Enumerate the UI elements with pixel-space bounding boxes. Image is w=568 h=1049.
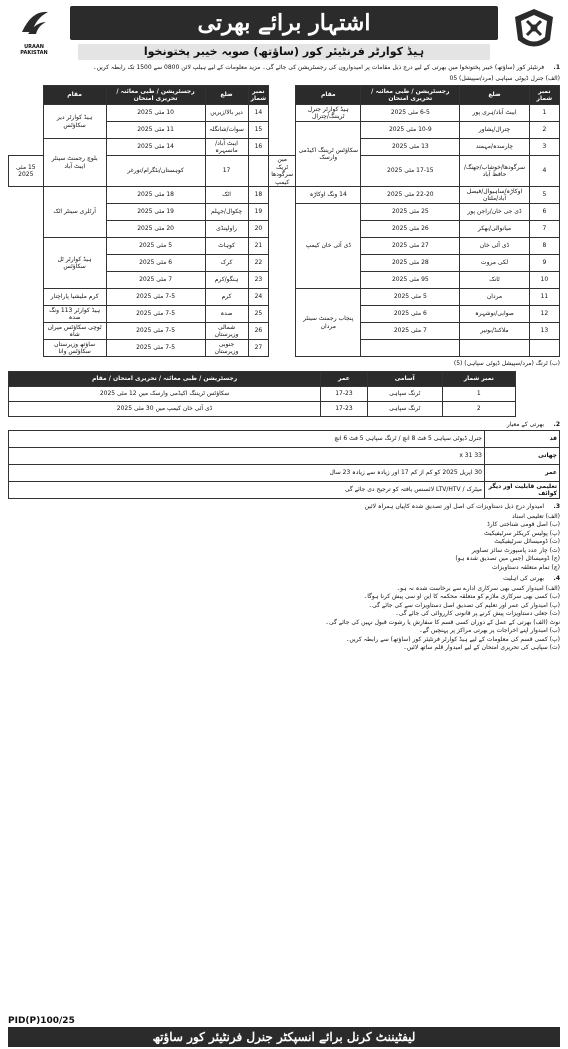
serial-cell: 5 [529,187,559,204]
trang-table [8,371,516,417]
date-cell: 7-5 مئی 2025 [106,306,205,323]
serial-cell: 12 [529,306,559,323]
district-cell: ایبٹ آباد/مانسہرہ [205,139,248,156]
list-item: (ب) کسی بھی سرکاری ملازم کو متعلقہ محکمہ کا این او سی پیش کرنا ہوگا۔ [363,593,560,600]
list-item: نوٹ (الف) بھرتی کے عمل کے دوران کسی قسم کا سفارش یا رشوت قبول نہیں کی جائے گی۔ [325,618,560,626]
table-header-cell: ضلع [205,86,248,105]
district-cell: ڈی جی خان/راجن پور [460,204,529,221]
district-cell: صوابی/نوشہرہ [460,306,529,323]
post-cell: ٹرنگ سپاہی [367,386,442,401]
intro-paragraph [8,64,560,72]
documents-section [8,503,560,511]
serial-cell: 8 [529,238,559,255]
n-cell: 2 [442,401,515,416]
eligibility-heading: بھرتی کی اہلیت [503,575,545,582]
column-gap [269,238,296,255]
serial-cell: 7 [529,221,559,238]
serial-cell: 16 [248,139,269,156]
date-cell: 11 مئی 2025 [106,122,205,139]
date-cell: 20 مئی 2025 [106,221,205,238]
date-cell: 27 مئی 2025 [361,238,460,255]
district-cell: جنوبی وزیرستان [205,340,248,357]
intro-number: 1. [553,64,560,71]
column-gap [269,122,296,139]
list-item: (پ) پولیس کریکٹر سرٹیفیکیٹ [483,529,560,537]
district-cell: اٹک [205,187,248,204]
column-gap [269,221,296,238]
table-row [9,323,560,340]
date-cell: 10 مئی 2025 [106,105,205,122]
uraan-logo-text: URAAN PAKISTAN [20,44,48,56]
district-cell: کوہاٹ [205,238,248,255]
date-cell: 6 مئی 2025 [106,255,205,272]
serial-cell: 10 [529,272,559,289]
column-gap [269,139,296,156]
table-header-cell: رجسٹریشن / طبی معائنہ / تحریری امتحان / مقام [9,371,321,386]
list-item: (ت) جعلی دستاویزات پیش کرنے پر قانونی کارروائی کی جائے گی۔ [395,610,560,617]
list-item: (ت) ڈومیسائل سرٹیفیکیٹ [494,538,560,545]
place-cell: ساؤتھ وزیرستان سکاؤٹس وانا [43,340,106,357]
table-header-cell: عمر [321,371,368,386]
serial-cell: 14 [248,105,269,122]
serial-cell: 3 [529,139,559,156]
criteria-label: عمر [485,465,560,482]
serial-cell: 19 [248,204,269,221]
date-cell: 6-5 مئی 2025 [361,105,460,122]
registration-table [8,85,560,357]
date-cell: 19 مئی 2025 [106,204,205,221]
date-cell: 15 مئی 2025 [9,156,44,187]
documents-heading: امیدوار درج ذیل دستاویزات کی اصل اور تصدیق شدہ کاپیاں ہمراہ لائیں [364,503,545,510]
serial-cell: 13 [529,323,559,340]
serial-cell: 9 [529,255,559,272]
district-cell: ڈی آئی خان [460,238,529,255]
list-item: (الف) امیدوار کسی بھی سرکاری ادارے سے برخاست شدہ نہ ہو۔ [396,584,560,592]
date-cell: 28 مئی 2025 [361,255,460,272]
intro-text: فرنٹیئر کور (ساؤتھ) خیبر پختونخوا میں بھرتی کے لیے درج ذیل مقامات پر امیدواروں کی رجسٹریشن کی جائے گی۔ مزید معلومات کے لیے ہیلپ لائن 0800 سے 1500 تک رابطہ کریں۔ [93,64,545,71]
uraan-pakistan-logo [10,6,58,56]
list-item: (ب) امیدوار اپنے اخراجات پر بھرتی مراکز پر پہنچیں گے۔ [419,627,560,634]
serial-cell: 20 [248,221,269,238]
post-cell: ٹرنگ سپاہی [367,401,442,416]
serial-cell: 1 [529,105,559,122]
district-cell: چکوال/جہلم [205,204,248,221]
date-cell: 17-15 مئی 2025 [361,156,460,187]
table-header-cell: رجسٹریشن / طبی معائنہ / تحریری امتحان [106,86,205,105]
district-cell: صدہ [205,306,248,323]
place-cell: آرٹلری سینٹر اٹک [43,187,106,238]
table-header-cell: آسامی [367,371,442,386]
date-cell: 7-5 مئی 2025 [106,340,205,357]
criteria-label: چھاتی [485,448,560,465]
column-gap [269,187,296,204]
date-cell: 13 مئی 2025 [361,139,460,156]
info-cell: ڈی آئی خان کیمپ میں 30 مئی 2025 [9,401,321,416]
table-header-cell: نمبر شمار [248,86,269,105]
serial-cell: 27 [248,340,269,357]
list-item: (پ) امیدوار کی عمر اور تعلیم کی تصدیق اصل دستاویزات سے کی جائے گی۔ [368,601,560,609]
eligibility-section [8,575,560,583]
place-cell: پنجاب رجمنٹ سینٹر مردان [296,289,361,357]
column-gap [269,255,296,272]
column-gap [248,156,269,187]
district-cell: اوکاڑہ/ساہیوال/فیصل آباد/ملتان [460,187,529,204]
page-title: اشتہار برائے بھرتی [70,6,498,40]
date-cell: 95 مئی 2025 [361,272,460,289]
table-header-cell: نمبر شمار [442,371,515,386]
serial-cell: 22 [248,255,269,272]
date-cell: 22-20 مئی 2025 [361,187,460,204]
serial-cell: 17 [205,156,248,187]
district-cell: چارسدہ/مہمند [460,139,529,156]
table-row [9,139,560,156]
column-gap [269,340,296,357]
eligibility-list [8,585,560,652]
date-cell: 25 مئی 2025 [361,204,460,221]
district-cell: لکی مروت [460,255,529,272]
place-cell: ہیڈ کوارٹر جنرل ٹریننگ/چترال [296,105,361,122]
place-cell: 14 ونگ اوکاڑہ [296,187,361,204]
district-cell: دیر بالا/زیریں [205,105,248,122]
table-row [9,187,560,204]
criteria-row [9,431,560,448]
criteria-label: قد [485,431,560,448]
district-cell: چترال/پشاور [460,122,529,139]
date-cell: 6 مئی 2025 [361,306,460,323]
district-cell: سرگودھا/خوشاب/جھنگ/حافظ آباد [460,156,529,187]
district-cell: ایبٹ آباد/ہری پور [460,105,529,122]
list-item: (ب) اصل قومی شناختی کارڈ [487,521,560,528]
list-item: (چ) تمام متعلقہ دستاویزات [492,563,560,571]
column-gap [269,306,296,323]
date-cell: 14 مئی 2025 [106,139,205,156]
place-cell: ٹوچی سکاؤٹس میران شاہ [43,323,106,340]
table-header-cell: رجسٹریشن / طبی معائنہ / تحریری امتحان [361,86,460,105]
list-item: (ج) ڈومیسائل (جس میں تصدیق شدہ ہو) [455,555,560,562]
district-cell: میانوالی/بھکر [460,221,529,238]
age-cell: 17-23 [321,386,368,401]
documents-list [8,513,560,572]
place-cell: مین ٹریک سرگودھا کیمپ [269,156,296,187]
place-cell: بلوچ رجمنٹ سینٹر ایبٹ آباد [43,139,106,187]
table-row [9,238,560,255]
serial-cell: 26 [248,323,269,340]
date-cell: 26 مئی 2025 [361,221,460,238]
serial-cell: 25 [248,306,269,323]
serial-cell: 18 [248,187,269,204]
table-row [9,289,560,306]
serial-cell: 6 [529,204,559,221]
criteria-heading: بھرتی کے معیار [506,420,545,428]
list-item: (پ) کسی قسم کی معلومات کے لیے ہیڈ کوارٹر فرنٹیئر کور (ساؤتھ) سے رابطہ کریں۔ [345,635,560,643]
criteria-value: میٹرک / LTV/HTV لائسنس یافتہ کو ترجیح دی جائے گی [9,482,485,499]
column-gap [269,204,296,221]
date-cell: 18 مئی 2025 [106,187,205,204]
serial-cell: 23 [248,272,269,289]
date-cell: 7 مئی 2025 [106,272,205,289]
district-cell: مردان [460,289,529,306]
criteria-number: 2. [553,420,560,428]
district-cell: شمالی وزیرستان [205,323,248,340]
pid-number: PID(P)100/25 [8,1016,75,1026]
table-header-cell: مقام [43,86,106,105]
district-cell: راولپنڈی [205,221,248,238]
criteria-value: 30 اپریل 2025 کو کم از کم 17 اور زیادہ سے زیادہ 23 سال [9,465,485,482]
place-cell: ہیڈ کوارٹر ٹل سکاؤٹس [43,238,106,289]
district-cell: کوہستان/بٹگرام/تورغر [106,156,205,187]
fc-crest-logo [510,6,558,56]
place-cell: ہیڈ کوارٹر 113 ونگ صدہ [43,306,106,323]
criteria-value: جنرل ڈیوٹی سپاہی 5 فٹ 8 انچ / ٹرنگ سپاہی 5 فٹ 6 انچ [9,431,485,448]
footer-signature: لیفٹیننٹ کرنل برائے انسپکٹر جنرل فرنٹیئر کور ساؤتھ [8,1027,560,1047]
serial-cell: 2 [529,122,559,139]
table-row [9,340,560,357]
district-cell: کرک [205,255,248,272]
district-cell: ٹانک [460,272,529,289]
district-cell: ملاکنڈ/بونیر [460,323,529,340]
place-cell: کرم ملیشیا پاراچنار [43,289,106,306]
serial-cell: 4 [529,156,559,187]
district-cell [460,340,529,357]
date-cell [361,340,460,357]
column-gap [269,289,296,306]
age-cell: 17-23 [321,401,368,416]
criteria-row [9,465,560,482]
serial-cell: 21 [248,238,269,255]
section-a-caption: (الف) جنرل ڈیوٹی سپاہی (مرد/سپیشل) 05 [449,74,560,82]
criteria-table [8,430,560,499]
place-cell: ڈی آئی خان کیمپ [296,204,361,289]
criteria-section [8,421,560,429]
serial-cell: 24 [248,289,269,306]
header [8,4,560,62]
list-item: (الف) تعلیمی اسناد [511,512,560,520]
info-cell: سکاؤٹس ٹریننگ اکیڈمی وارسک میں 12 مئی 2025 [9,386,321,401]
table-header-cell: مقام [296,86,361,105]
column-gap [269,323,296,340]
list-item: (ت) سپاہی کی تحریری امتحان کے لیے امیدوار قلم ساتھ لائیں۔ [403,644,560,651]
place-cell: سکاؤٹس ٹریننگ اکیڈمی وارسک [296,122,361,187]
table-header-cell: ضلع [460,86,529,105]
date-cell: 7 مئی 2025 [361,323,460,340]
table-row [9,306,560,323]
place-cell: ہیڈ کوارٹر دیر سکاؤٹس [43,105,106,139]
column-gap [269,105,296,122]
documents-number: 3. [553,503,560,510]
date-cell: 7-5 مئی 2025 [106,323,205,340]
date-cell: 5 مئی 2025 [106,238,205,255]
date-cell: 5 مئی 2025 [361,289,460,306]
district-cell: سوات/شانگلہ [205,122,248,139]
page-subtitle: ہیڈ کوارٹر فرنٹیئر کور (ساؤتھ) صوبہ خیبر پختونخوا [78,44,490,60]
table-row [9,386,516,401]
table-header-cell: نمبر شمار [529,86,559,105]
criteria-row [9,448,560,465]
table-row [9,105,560,122]
date-cell: 7-5 مئی 2025 [106,289,205,306]
column-gap [269,86,296,105]
table-row [9,401,516,416]
eligibility-number: 4. [553,575,560,582]
district-cell: ہنگو/کرم [205,272,248,289]
criteria-row [9,482,560,499]
serial-cell [529,340,559,357]
criteria-value: 33 x 31 [9,448,485,465]
serial-cell: 11 [529,289,559,306]
district-cell: کرم [205,289,248,306]
date-cell: 10-9 مئی 2025 [361,122,460,139]
serial-cell: 15 [248,122,269,139]
n-cell: 1 [442,386,515,401]
column-gap [269,272,296,289]
section-b-caption: (ب) ٹرنگ (مرد/سپیشل ڈیوٹی سپاہی) (5) [453,360,560,367]
criteria-label: تعلیمی قابلیت اور دیگر کوائف [485,482,560,499]
list-item: (ث) چار عدد پاسپورٹ سائز تصاویر [471,546,560,554]
